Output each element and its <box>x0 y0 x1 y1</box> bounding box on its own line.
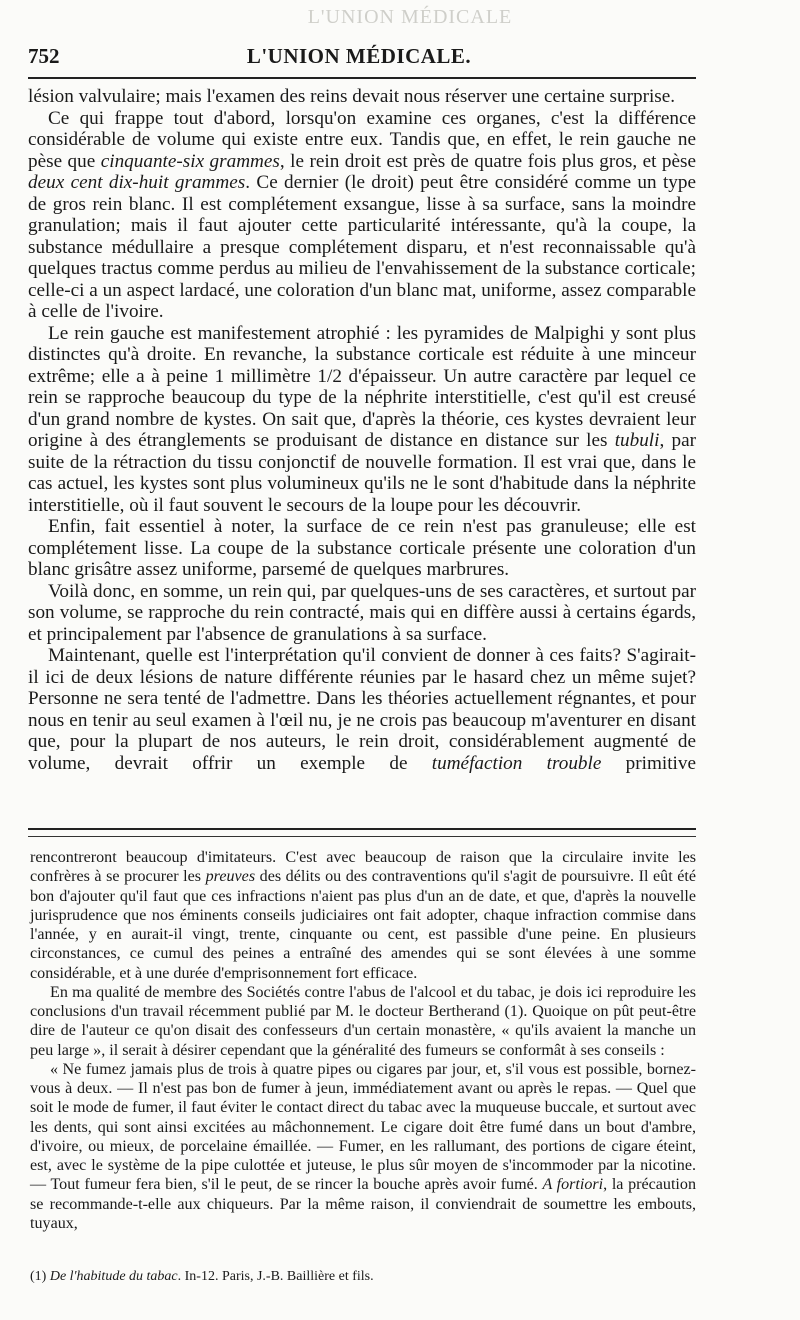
footnote-marker: (1) <box>30 1269 50 1284</box>
feuilleton-separator <box>28 828 696 837</box>
footnote-details: . In-12. Paris, J.-B. Baillière et fils. <box>177 1269 374 1284</box>
italic-weight-left: cinquante-six grammes <box>100 150 280 172</box>
note-paragraph-1: rencontreront beaucoup d'imitateurs. C'est avec beaucoup de raison que la circulaire invite les confrères à se procurer les preuves des délits ou des contraventions qu'il s'agit de poursuivre. Il eût été bon d'ajouter qu'il faut que ces infractions n'aient pas plus d'un an de date, et que, d'après la nouvelle jurisprudence que nos éminents conseils judiciaires ont fait adopter, chaque infraction commise dans l'année, y en aurait-il vingt, trente, cinquante ou cent, est passible d'une peine. En plusieurs circonstances, ce cumul des peines a entraîné des amendes qui se sont élevées à une somme considérable, et à une durée d'emprisonnement fort efficace. <box>30 849 696 982</box>
paragraph-4: Enfin, fait essentiel à noter, la surface de ce rein n'est pas granuleuse; elle est complétement lisse. La coupe de la substance corticale présente une coloration d'un blanc grisâtre assez uniforme, parsemé de quelques marbrures. <box>28 516 696 580</box>
page-number: 752 <box>28 44 60 68</box>
running-title: L'UNION MÉDICALE. <box>246 44 472 68</box>
paragraph-5: Voilà donc, en somme, un rein qui, par quelques-uns de ses caractères, et surtout par son volume, se rapproche du rein contracté, mais qui en diffère aussi à certains égards, et principalement par l'absence de granulations à sa surface. <box>28 580 696 645</box>
paragraph-6: Maintenant, quelle est l'interprétation qu'il convient de donner à ces faits? S'agirait-il ici de deux lésions de nature différente réunies par le hasard chez un même sujet? Personne ne sera tenté de l'admettre. Dans les théories actuellement régnantes, et pour nous en tenir au seul examen à l'œil nu, je ne crois pas beaucoup m'aventurer en disant que, pour la plupart de nos auteurs, le rein droit, considérablement augmenté de volume, devrait offrir un exemple de tuméfaction trouble primitive <box>28 645 696 774</box>
feuilleton-text <box>30 848 696 1233</box>
italic-a-fortiori: A fortiori <box>542 1176 604 1194</box>
note-paragraph-3: « Ne fumez jamais plus de trois à quatre pipes ou cigares par jour, et, s'il vous est possible, bornez-vous à deux. — Il n'est pas bon de fumer à jeun, immédiatement avant ou après le repas. — Quel que soit le mode de fumer, il faut éviter le contact direct du tabac avec la muqueuse buccale, et surtout avec les dents, qui sont ainsi excitées au mâchonnement. Le cigare doit être fumé dans un bout d'ambre, d'ivoire, ou mieux, de porcelaine émaillée. — Fumer, en les rallumant, des portions de cigare éteint, est, avec le système de la pipe culottée et juteuse, le plus sûr moyen de s'incommoder par la nicotine. — Tout fumeur fera bien, s'il le peut, de se rincer la bouche après avoir fumé. A fortiori, la précaution se recommande-t-elle aux chiqueurs. Par la même raison, il conviendrait de soumettre les embouts, tuyaux, <box>30 1060 696 1232</box>
italic-weight-right: deux cent dix-huit grammes <box>28 172 246 193</box>
paragraph-2: Ce qui frappe tout d'abord, lorsqu'on examine ces organes, c'est la différence considérable de volume qui existe entre eux. Tandis que, en effet, le rein gauche ne pèse que cinquante-six grammes, le rein droit est près de quatre fois plus gros, et pèse deux cent dix-huit grammes. Ce dernier (le droit) peut être considéré comme un type de gros rein blanc. Il est complétement exsangue, lisse à sa surface, sans la moindre granulation; mais il faut ajouter cette particularité intéressante, qu'à la coupe, la substance médullaire a presque complétement disparu, et n'est reconnaissable qu'à quelques tractus comme perdus au milieu de l'envahissement de la substance corticale; celle-ci a un aspect lardacé, une coloration d'un blanc mat, uniforme, assez comparable à celle de l'ivoire. <box>28 107 696 322</box>
footnote <box>30 1268 696 1286</box>
bleed-through-header: L'UNION MÉDICALE <box>307 6 513 28</box>
article-body <box>28 86 696 774</box>
italic-tumefaction: tuméfaction trouble <box>431 752 602 774</box>
footnote-title: De l'habitude du tabac <box>49 1269 178 1284</box>
header-rule <box>28 77 696 79</box>
italic-tubuli: tubuli <box>614 430 660 451</box>
note-paragraph-2: En ma qualité de membre des Sociétés contre l'abus de l'alcool et du tabac, je dois ici reproduire les conclusions d'un travail récemment publié par M. le docteur Bertherand (1). Quoique on pût peut-être dire de l'auteur ce qu'on disait des confesseurs d'un certain monastère, « qu'ils avaient la manche un peu large », il serait à désirer cependant que la généralité des fumeurs se conformât à ses conseils : <box>30 983 696 1059</box>
paragraph-3: Le rein gauche est manifestement atrophié : les pyramides de Malpighi y sont plus distinctes qu'à droite. En revanche, la substance corticale est réduite à une minceur extrême; elle a à peine 1 millimètre 1/2 d'épaisseur. Un autre caractère par lequel ce rein se rapproche beaucoup du type de la néphrite interstitielle, c'est qu'il est creusé d'un grand nombre de kystes. On sait que, d'après la théorie, ces kystes devraient leur origine à des étranglements se produisant de distance en distance sur les tubuli, par suite de la rétraction du tissu conjonctif de nouvelle formation. Il est vrai que, dans le cas actuel, les kystes sont plus volumineux qu'ils ne le sont d'habitude dans la néphrite interstitielle, où il faut souvent le secours de la loupe pour les découvrir. <box>28 322 697 516</box>
italic-preuves: preuves <box>205 868 256 886</box>
page-header <box>28 44 690 74</box>
paragraph-1: lésion valvulaire; mais l'examen des reins devait nous réserver une certaine surprise. <box>28 86 676 107</box>
